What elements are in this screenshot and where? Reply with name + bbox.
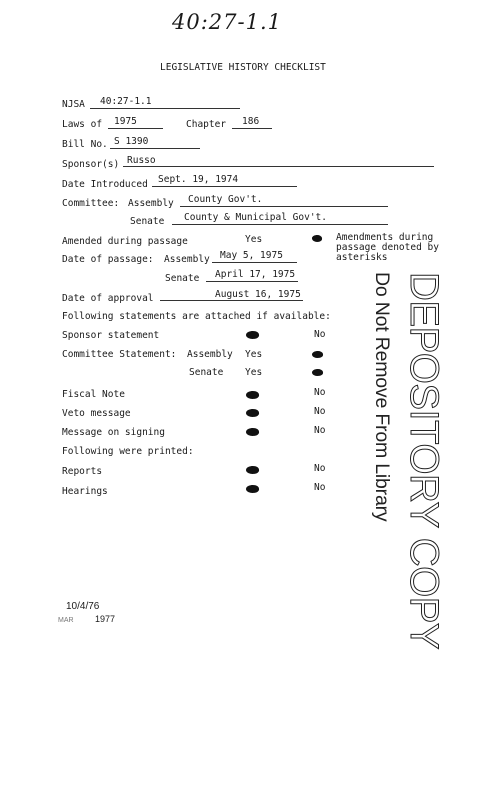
committee-label: Committee: xyxy=(62,198,120,209)
committee-assembly-line xyxy=(180,206,388,207)
sponsors-label: Sponsor(s) xyxy=(62,159,120,170)
reports-redaction-mark xyxy=(246,465,260,474)
bill-no-line xyxy=(110,148,200,149)
committee-assembly-label: Assembly xyxy=(128,198,174,209)
hearings-value: No xyxy=(314,482,326,493)
date-of-approval-value: August 16, 1975 xyxy=(215,289,301,300)
committee-assembly-redaction-mark xyxy=(312,350,324,358)
passage-senate-line xyxy=(206,281,298,282)
sponsors-line xyxy=(123,166,434,167)
committee-senate-label: Senate xyxy=(130,216,165,227)
stamp-depository-copy: DEPOSITORY COPY xyxy=(402,272,446,650)
date-of-passage-label: Date of passage: xyxy=(62,254,154,265)
committee-statement-assembly-label: Assembly xyxy=(187,349,233,360)
chapter-label: Chapter xyxy=(186,119,227,130)
committee-senate-value: County & Municipal Gov't. xyxy=(184,212,327,223)
committee-statement-assembly-value: Yes xyxy=(245,349,263,360)
date-introduced-line xyxy=(152,186,297,187)
handwritten-number: 40:27-1.1 xyxy=(172,10,283,34)
veto-message-value: No xyxy=(314,406,326,417)
footer-received-month: MAR xyxy=(58,617,74,624)
amended-redaction-mark xyxy=(312,234,323,242)
stamp-do-not-remove: Do Not Remove From Library xyxy=(371,272,393,522)
bill-no-value: S 1390 xyxy=(114,136,149,147)
depository-stamp xyxy=(355,272,446,650)
date-of-approval-line xyxy=(160,300,303,301)
passage-senate-label: Senate xyxy=(165,273,200,284)
fiscal-note-redaction-mark xyxy=(246,390,260,399)
hearings-label: Hearings xyxy=(62,486,108,497)
message-on-signing-label: Message on signing xyxy=(62,427,165,438)
page-title: LEGISLATIVE HISTORY CHECKLIST xyxy=(160,62,326,73)
amended-note-1: Amendments during xyxy=(336,232,434,243)
njsa-value: 40:27-1.1 xyxy=(100,96,152,107)
laws-of-line xyxy=(108,128,163,129)
message-on-signing-value: No xyxy=(314,425,326,436)
statements-header: Following statements are attached if available: xyxy=(62,311,331,322)
amended-value: Yes xyxy=(245,234,263,245)
passage-assembly-line xyxy=(212,262,297,263)
reports-value: No xyxy=(314,463,326,474)
passage-senate-value: April 17, 1975 xyxy=(215,269,296,280)
sponsors-value: Russo xyxy=(127,155,156,166)
reports-label: Reports xyxy=(62,466,103,477)
printed-header: Following were printed: xyxy=(62,446,194,457)
fiscal-note-value: No xyxy=(314,387,326,398)
njsa-label: NJSA xyxy=(62,99,85,110)
committee-senate-redaction-mark xyxy=(312,368,324,376)
amended-label: Amended during passage xyxy=(62,236,188,247)
passage-assembly-label: Assembly xyxy=(164,254,210,265)
date-of-approval-label: Date of approval xyxy=(62,293,154,304)
message-on-signing-redaction-mark xyxy=(246,427,260,436)
veto-message-redaction-mark xyxy=(246,408,260,417)
committee-statement-senate-value: Yes xyxy=(245,367,263,378)
footer-received-year: 1977 xyxy=(95,614,116,624)
committee-assembly-value: County Gov't. xyxy=(188,194,263,205)
footer-date: 10/4/76 xyxy=(66,601,100,612)
amended-note-3: asterisks xyxy=(336,252,388,263)
njsa-line xyxy=(90,108,240,109)
sponsor-statement-value: No xyxy=(314,329,326,340)
amended-note-2: passage denoted by xyxy=(336,242,439,253)
fiscal-note-label: Fiscal Note xyxy=(62,389,125,400)
date-introduced-label: Date Introduced xyxy=(62,179,148,190)
chapter-value: 186 xyxy=(242,116,260,127)
sponsor-statement-label: Sponsor statement xyxy=(62,330,160,341)
passage-assembly-value: May 5, 1975 xyxy=(220,250,283,261)
hearings-redaction-mark xyxy=(246,484,260,493)
sponsor-statement-redaction-mark xyxy=(246,330,260,339)
chapter-line xyxy=(232,128,272,129)
laws-of-value: 1975 xyxy=(114,116,137,127)
date-introduced-value: Sept. 19, 1974 xyxy=(158,174,239,185)
laws-of-label: Laws of xyxy=(62,119,103,130)
veto-message-label: Veto message xyxy=(62,408,131,419)
committee-statement-label: Committee Statement: xyxy=(62,349,177,360)
committee-senate-line xyxy=(172,224,388,225)
committee-statement-senate-label: Senate xyxy=(189,367,224,378)
bill-no-label: Bill No. xyxy=(62,139,108,150)
